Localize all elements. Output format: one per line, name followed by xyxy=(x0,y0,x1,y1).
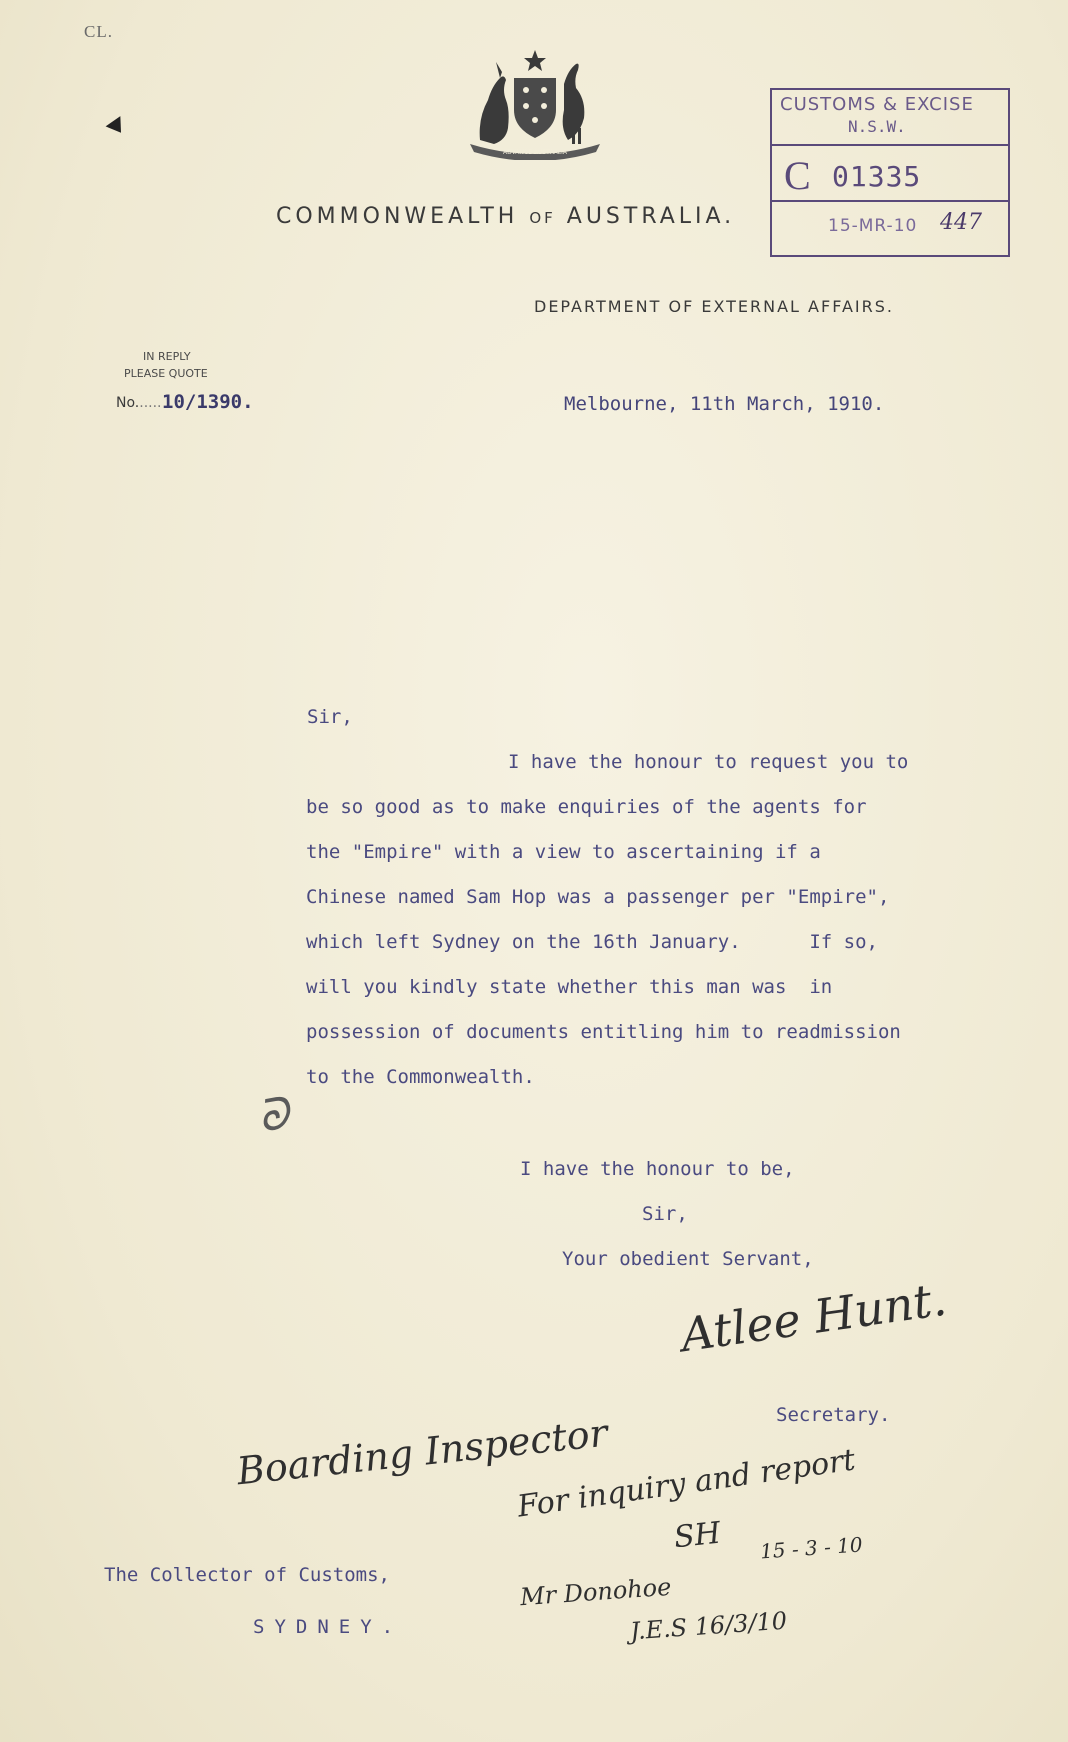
handwritten-mark: ᘐ xyxy=(253,1087,294,1144)
reply-number: 10/1390. xyxy=(162,391,254,413)
stamp-number: 01335 xyxy=(832,160,922,193)
stamp-date: 15-MR-10 xyxy=(828,216,918,236)
closing-line1: I have the honour to be, xyxy=(520,1158,795,1180)
signatory-title: Secretary. xyxy=(776,1404,891,1426)
closing-line2: Sir, xyxy=(642,1203,688,1225)
stamp-line2: N.S.W. xyxy=(848,117,906,136)
heading-commonwealth: COMMONWEALTH xyxy=(276,204,519,229)
stamp-handwritten: 447 xyxy=(940,210,982,235)
coat-of-arms-icon xyxy=(460,48,610,160)
letterhead-heading xyxy=(276,204,735,229)
crest-motto: ADVANCE AUSTRALIA xyxy=(502,149,568,156)
department-name: DEPARTMENT OF EXTERNAL AFFAIRS. xyxy=(534,297,894,316)
body-line: possession of documents entitling him to readmission xyxy=(306,1021,901,1043)
dateline: Melbourne, 11th March, 1910. xyxy=(564,393,885,415)
reply-label-1: IN REPLY xyxy=(143,350,191,363)
heading-of: OF xyxy=(529,209,556,227)
annotation-initials2: J.E.S 16/3/10 xyxy=(629,1606,788,1646)
stamp-prefix: C xyxy=(784,153,811,198)
address-line2: SYDNEY. xyxy=(253,1616,404,1638)
customs-stamp xyxy=(770,88,1010,257)
reply-label-2: PLEASE QUOTE xyxy=(124,367,208,380)
annotation-boarding: Boarding Inspector xyxy=(234,1410,610,1494)
file-code: CL. xyxy=(84,22,113,41)
salutation: Sir, xyxy=(307,706,353,728)
signature: Atlee Hunt. xyxy=(677,1271,950,1363)
body-line: which left Sydney on the 16th January. If so, xyxy=(306,931,878,953)
body-line: to the Commonwealth. xyxy=(306,1066,535,1088)
body-line: the "Empire" with a view to ascertaining if a xyxy=(306,841,821,863)
body-line: be so good as to make enquiries of the agents for xyxy=(306,796,867,818)
arrow-mark-icon xyxy=(106,116,129,138)
closing-line3: Your obedient Servant, xyxy=(562,1248,814,1270)
annotation-mr: Mr Donohoe xyxy=(519,1572,673,1612)
reply-no-label: No...... xyxy=(116,395,162,411)
body-line: will you kindly state whether this man was in xyxy=(306,976,833,998)
address-line1: The Collector of Customs, xyxy=(104,1564,390,1586)
heading-australia: AUSTRALIA. xyxy=(566,204,736,229)
body-line: Chinese named Sam Hop was a passenger per "Empire", xyxy=(306,886,890,908)
body-line: I have the honour to request you to xyxy=(508,751,909,773)
annotation-inquiry: For inquiry and report xyxy=(515,1442,858,1525)
stamp-line1: CUSTOMS & EXCISE xyxy=(780,94,974,115)
annotation-date: 15 - 3 - 10 xyxy=(759,1532,864,1564)
annotation-initials: SH xyxy=(672,1515,723,1556)
